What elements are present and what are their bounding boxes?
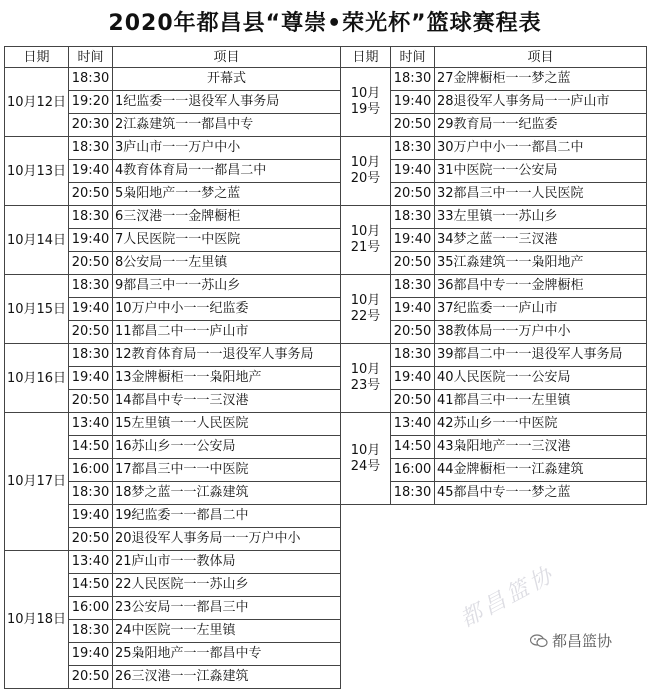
time-cell: 14:50 xyxy=(68,435,113,459)
match-cell: 29教育局一一纪监委 xyxy=(434,113,647,137)
match-cell: 43枭阳地产一一三汊港 xyxy=(434,435,647,459)
time-cell: 19:40 xyxy=(390,366,435,390)
match-cell: 3庐山市一一万户中小 xyxy=(112,136,341,160)
match-cell: 28退役军人事务局一一庐山市 xyxy=(434,90,647,114)
header-time: 时间 xyxy=(390,46,435,68)
time-cell: 18:30 xyxy=(68,343,113,367)
time-cell: 20:50 xyxy=(68,389,113,413)
date-cell: 10月17日 xyxy=(4,412,69,551)
match-cell: 6三汊港一一金牌橱柜 xyxy=(112,205,341,229)
date-cell: 10月24号 xyxy=(340,412,391,505)
match-cell: 4教育体育局一一都昌二中 xyxy=(112,159,341,183)
match-cell: 33左里镇一一苏山乡 xyxy=(434,205,647,229)
time-cell: 19:40 xyxy=(390,297,435,321)
time-cell: 14:50 xyxy=(390,435,435,459)
date-cell: 10月22号 xyxy=(340,274,391,344)
match-cell: 12教育体育局一一退役军人事务局 xyxy=(112,343,341,367)
match-cell: 30万户中小一一都昌二中 xyxy=(434,136,647,160)
time-cell: 18:30 xyxy=(390,481,435,505)
match-cell: 22人民医院一一苏山乡 xyxy=(112,573,341,597)
match-cell: 9都昌三中一一苏山乡 xyxy=(112,274,341,298)
time-cell: 19:40 xyxy=(68,504,113,528)
time-cell: 20:50 xyxy=(390,320,435,344)
time-cell: 16:00 xyxy=(390,458,435,482)
time-cell: 13:40 xyxy=(68,412,113,436)
time-cell: 19:20 xyxy=(68,90,113,114)
date-cell: 10月20号 xyxy=(340,136,391,206)
time-cell: 19:40 xyxy=(390,159,435,183)
match-cell: 7人民医院一一中医院 xyxy=(112,228,341,252)
time-cell: 19:40 xyxy=(68,366,113,390)
brand-badge xyxy=(530,630,612,651)
match-cell: 5枭阳地产一一梦之蓝 xyxy=(112,182,341,206)
date-cell: 10月18日 xyxy=(4,550,69,689)
time-cell: 14:50 xyxy=(68,573,113,597)
header-time: 时间 xyxy=(68,46,113,68)
time-cell: 19:40 xyxy=(390,228,435,252)
time-cell: 20:50 xyxy=(390,182,435,206)
match-cell: 26三汊港一一江淼建筑 xyxy=(112,665,341,689)
date-cell: 10月14日 xyxy=(4,205,69,275)
match-cell: 13金牌橱柜一一枭阳地产 xyxy=(112,366,341,390)
match-cell: 41都昌三中一一左里镇 xyxy=(434,389,647,413)
match-cell: 27金牌橱柜一一梦之蓝 xyxy=(434,67,647,91)
time-cell: 18:30 xyxy=(390,343,435,367)
time-cell: 18:30 xyxy=(390,136,435,160)
date-cell: 10月16日 xyxy=(4,343,69,413)
time-cell: 19:40 xyxy=(390,90,435,114)
match-cell: 23公安局一一都昌三中 xyxy=(112,596,341,620)
time-cell: 19:40 xyxy=(68,228,113,252)
date-cell: 10月19号 xyxy=(340,67,391,137)
date-cell: 10月13日 xyxy=(4,136,69,206)
match-cell: 16苏山乡一一公安局 xyxy=(112,435,341,459)
match-cell: 31中医院一一公安局 xyxy=(434,159,647,183)
page-title: 2020年都昌县“尊崇•荣光杯”篮球赛程表 xyxy=(108,11,542,36)
date-cell: 10月23号 xyxy=(340,343,391,413)
time-cell: 20:50 xyxy=(68,182,113,206)
match-cell: 20退役军人事务局一一万户中小 xyxy=(112,527,341,551)
time-cell: 18:30 xyxy=(68,274,113,298)
date-cell: 10月12日 xyxy=(4,67,69,137)
header-item: 项目 xyxy=(434,46,647,68)
time-cell: 18:30 xyxy=(68,205,113,229)
match-cell: 11都昌二中一一庐山市 xyxy=(112,320,341,344)
match-cell: 24中医院一一左里镇 xyxy=(112,619,341,643)
match-cell: 35江淼建筑一一枭阳地产 xyxy=(434,251,647,275)
time-cell: 13:40 xyxy=(68,550,113,574)
wechat-icon xyxy=(530,634,548,648)
match-cell: 21庐山市一一教体局 xyxy=(112,550,341,574)
time-cell: 18:30 xyxy=(68,619,113,643)
time-cell: 18:30 xyxy=(68,481,113,505)
match-cell: 40人民医院一一公安局 xyxy=(434,366,647,390)
match-cell: 19纪监委一一都昌二中 xyxy=(112,504,341,528)
brand-label: 都昌篮协 xyxy=(552,632,613,650)
match-cell: 44金牌橱柜一一江淼建筑 xyxy=(434,458,647,482)
match-cell: 1纪监委一一退役军人事务局 xyxy=(112,90,341,114)
match-cell: 32都昌三中一一人民医院 xyxy=(434,182,647,206)
match-cell: 38教体局一一万户中小 xyxy=(434,320,647,344)
time-cell: 16:00 xyxy=(68,458,113,482)
time-cell: 19:40 xyxy=(68,159,113,183)
match-cell: 42苏山乡一一中医院 xyxy=(434,412,647,436)
time-cell: 20:50 xyxy=(390,251,435,275)
match-cell: 15左里镇一一人民医院 xyxy=(112,412,341,436)
time-cell: 20:50 xyxy=(68,527,113,551)
time-cell: 18:30 xyxy=(390,274,435,298)
match-cell: 39都昌二中一一退役军人事务局 xyxy=(434,343,647,367)
time-cell: 18:30 xyxy=(68,67,113,91)
time-cell: 20:50 xyxy=(390,389,435,413)
time-cell: 19:40 xyxy=(68,642,113,666)
match-cell: 37纪监委一一庐山市 xyxy=(434,297,647,321)
time-cell: 20:50 xyxy=(390,113,435,137)
match-cell: 34梦之蓝一一三汊港 xyxy=(434,228,647,252)
match-cell: 18梦之蓝一一江淼建筑 xyxy=(112,481,341,505)
match-cell: 45都昌中专一一梦之蓝 xyxy=(434,481,647,505)
match-cell: 25枭阳地产一一都昌中专 xyxy=(112,642,341,666)
time-cell: 20:30 xyxy=(68,113,113,137)
header-date: 日期 xyxy=(340,46,391,68)
time-cell: 13:40 xyxy=(390,412,435,436)
time-cell: 19:40 xyxy=(68,297,113,321)
header-item: 项目 xyxy=(112,46,341,68)
match-cell: 8公安局一一左里镇 xyxy=(112,251,341,275)
match-cell: 2江淼建筑一一都昌中专 xyxy=(112,113,341,137)
watermark: 都昌篮协 xyxy=(456,561,560,633)
time-cell: 20:50 xyxy=(68,251,113,275)
time-cell: 20:50 xyxy=(68,665,113,689)
match-cell: 开幕式 xyxy=(112,67,341,91)
time-cell: 16:00 xyxy=(68,596,113,620)
date-cell: 10月21号 xyxy=(340,205,391,275)
match-cell: 14都昌中专一一三汊港 xyxy=(112,389,341,413)
header-date: 日期 xyxy=(4,46,69,68)
time-cell: 20:50 xyxy=(68,320,113,344)
match-cell: 17都昌三中一一中医院 xyxy=(112,458,341,482)
date-cell: 10月15日 xyxy=(4,274,69,344)
time-cell: 18:30 xyxy=(390,205,435,229)
time-cell: 18:30 xyxy=(68,136,113,160)
match-cell: 10万户中小一一纪监委 xyxy=(112,297,341,321)
match-cell: 36都昌中专一一金牌橱柜 xyxy=(434,274,647,298)
time-cell: 18:30 xyxy=(390,67,435,91)
